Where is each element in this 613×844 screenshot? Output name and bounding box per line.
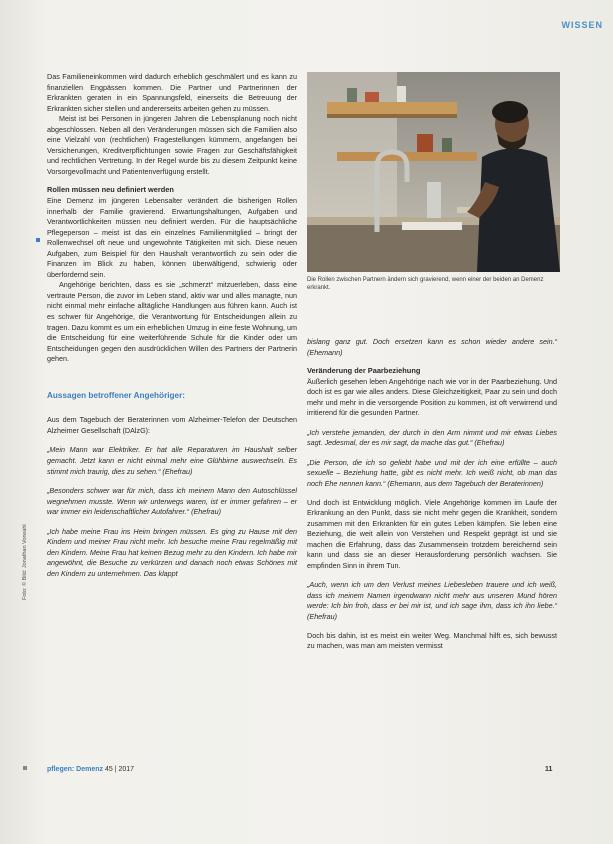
- paragraph: Angehörige berichten, dass es sie „schmerzt“ mitzuerleben, dass eine vertraute Person, die zuvor im Leben stand, aktiv war und alles managte, nun nicht einmal mehr einfache alltägliche Handlungen aus führen kann. Auch ist es schwer für Angehörige, die Verantwortung für Entscheidungen allein zu tragen. Dazu kommt es um ein erheblichen Umzug in eine feste Wohnung, um die Entscheidung für eine weiterführende Schule für die Kinder oder um Entscheidungen gegen den ausdrücklichen Willen des Partners der Partnerin gehen.: [47, 280, 297, 364]
- photo-caption: Die Rollen zwischen Partnern ändern sich gravierend, wenn einer der beiden an Demenz erkrankt.: [307, 277, 544, 291]
- left-text-column: [47, 72, 297, 579]
- quote: „Ich verstehe jemanden, der durch in den Arm nimmt und mir etwas Liebes sagt. Jedesmal, der es mir sagt, da mache das gut.“ (Ehefrau): [307, 427, 557, 448]
- photo-credit: Foto: © Bild: Jonathan Vorwahl: [22, 524, 28, 600]
- quote: „Besonders schwer war für mich, dass ich meinem Mann den Autoschlüssel wegnehmen musste. Wenn wir unterwegs waren, ist er immer gefahren – er war immer ein leidenschaftlicher Autofahrer.“ (Ehefrau): [47, 486, 297, 517]
- subheading: Rollen müssen neu definiert werden: [47, 185, 174, 195]
- paragraph: Und doch ist Entwicklung möglich. Viele Angehörige kommen im Laufe der Erkrankung an den Punkt, dass sie nicht mehr gegen die Krankheit, sondern zusammen mit den Erkrankten für ein gutes Leben kämpfen. Sie leben eine Beziehung, die weit allein von Verstehen und Respekt geprägt ist und sie machen die Erfahrung, dass das Zusammensein trotzdem bereichernd sein kann und dass sie an dieser Herausforderung persönlich wachsen. Sie empfinden Sinn in ihrem Tun.: [307, 497, 557, 570]
- kitchen-photo: [307, 72, 560, 272]
- section-heading: Aussagen betroffener Angehöriger:: [47, 390, 185, 400]
- footer-marker-icon: [23, 766, 27, 770]
- quote: „Auch, wenn ich um den Verlust meines Liebesleben trauere und ich weiß, dass ich meinem Namen irgendwann nicht mehr aus unseren Mund hören werde: Ich bin froh, dass er bei mir ist, und ich sage ihm, dass ich ihn liebe.“ (Ehefrau): [307, 580, 557, 622]
- section-tag: WISSEN: [561, 20, 603, 30]
- footer-magazine: [47, 766, 134, 773]
- paragraph: Äußerlich gesehen leben Angehörige nach wie vor in der Paarbeziehung. Und doch ist es gar wie alles anders. Diese Gleichzeitigkeit, Paar zu sein und doch mehr und mehr in die versorgende Position zu kommen, ist oft verwirrend und irritierend für die gesunden Partner.: [307, 376, 557, 418]
- quote: „Die Person, die ich so geliebt habe und mit der ich eine erfüllte – auch sexuelle – Beziehung hatte, gibt es nicht mehr. Ich weiß nicht, ob man das noch Ehe nennen kann.“ (Ehemann, aus dem Tagebuch der Beraterinnen): [307, 457, 557, 489]
- paragraph: Doch bis dahin, ist es meist ein weiter Weg. Manchmal hilft es, sich bewusst zu machen, was man am meisten vermisst: [307, 630, 557, 651]
- right-text-column: [307, 328, 557, 652]
- paragraph: Das Familieneinkommen wird dadurch erheblich geschmälert und es kann zu finanziellen Engpässen kommen. Die Partner und Partnerinnen der Erkrankten geraten in ein Spannungsfeld, einerseits die Betreuung der Erkrankten sicher stellen und andererseits arbeiten gehen zu müssen.: [47, 72, 297, 113]
- quote: „Ich habe meine Frau ins Heim bringen müssen. Es ging zu Hause mit den Kindern und meiner Frau nicht mehr. Ich besuche meine Frau regelmäßig mit den Kindern. Meine Frau hat keinen Bezug mehr zu den Kindern. Ich habe mir angewöhnt, die Besuche zu verkürzen und danach noch etwas Schönes mit den Kindern zu unternehmen. Das klappt: [47, 526, 297, 578]
- issue-number: 45 | 2017: [103, 766, 135, 773]
- paragraph: Meist ist bei Personen in jüngeren Jahren die Lebensplanung noch nicht abgeschlossen. Neben all den Veränderungen müssen sich die Familien also eine Vielzahl von (rechtlichen) Fragestellungen kümmern, angefangen bei Versicherungen, Kreditverpflichtungen sowie Fragen zur Geschäftsfähigkeit und rechtlichen Vertretung. In der Regel wurde bis zu diesem Zeitpunkt keine Vorsorgevollmacht und Patientenverfügung erstellt.: [47, 114, 297, 176]
- paragraph: Aus dem Tagebuch der Beraterinnen vom Alzheimer-Telefon der Deutschen Alzheimer Gesellschaft (DAlzG):: [47, 415, 297, 435]
- quote: bislang ganz gut. Doch ersetzen kann es schon wieder andere sein.“ (Ehemann): [307, 337, 557, 357]
- magazine-title: pflegen: Demenz: [47, 766, 104, 773]
- heading-bullet-icon: [36, 238, 40, 242]
- page-number: 11: [545, 766, 553, 773]
- quote: „Mein Mann war Elektriker. Er hat alle Reparaturen im Haushalt selber gemacht. Jetzt kann er nicht einmal mehr eine Glühbirne auswechseln. Es stimmt mich traurig, dies zu sehen.“ (Ehefrau): [47, 445, 297, 476]
- paragraph: Eine Demenz im jüngeren Lebensalter verändert die bisherigen Rollen innerhalb der Familie gravierend. Erwartungshaltungen, Aufgaben und Verantwortlichkeiten müssen neu definiert werden. Für die hauptsächliche Pflegeperson – meist ist das ein einzelnes Familienmitglied – bringt der Rollenwechsel oft neue und ungewohnte Tätigkeiten mit sich. Diese neuen Aufgaben, zum Beispiel für den Haushalt verantwortlich zu sein oder die Finanzen im Blick zu haben, können überwältigend, schwierig oder überfordernd sein.: [47, 196, 297, 279]
- subheading: Veränderung der Paarbeziehung: [307, 366, 421, 376]
